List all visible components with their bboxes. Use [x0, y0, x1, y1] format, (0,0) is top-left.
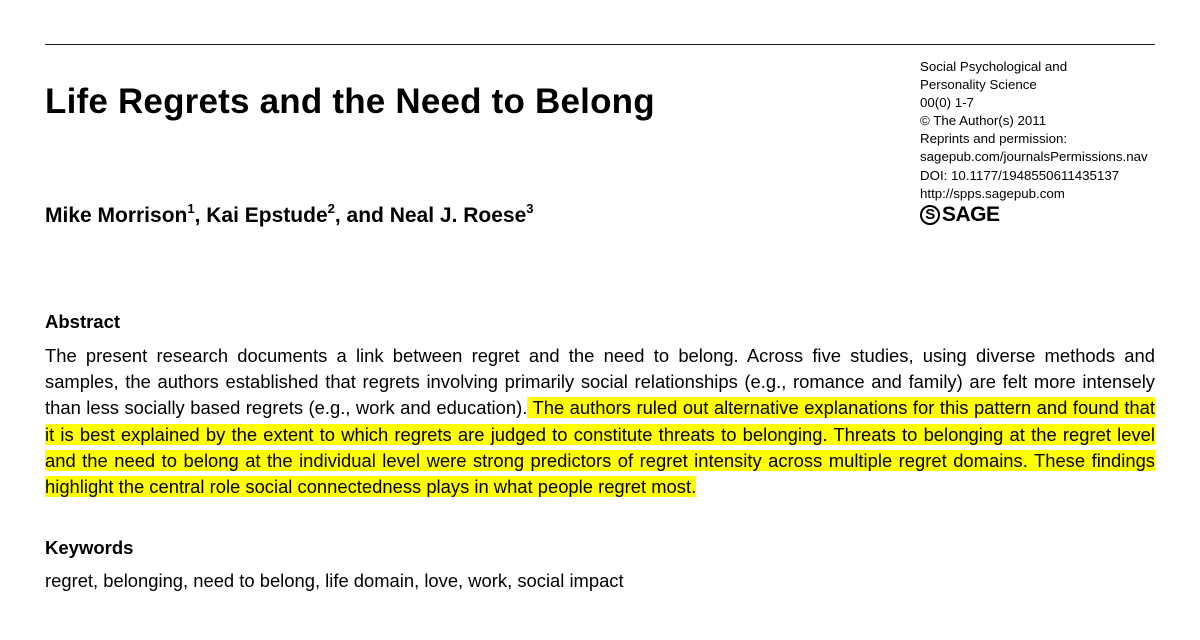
journal-metadata	[920, 58, 1180, 225]
journal-name-line1: Social Psychological and	[920, 59, 1068, 74]
affiliation-marker: 2	[327, 201, 335, 216]
abstract-highlighted-text: The authors ruled out alternative explanations for this pattern and found that it is best explained by the extent to which regrets are judged to constitute threats to belonging. Threats to belonging at the regret level and the need to belong at the individual level were strong predictors of regret intensity across multiple regret domains. These findings highlight the central role social connectedness plays in what people regret most.	[45, 397, 1155, 498]
abstract-text: The present research documents a link between regret and the need to belong. Across five studies, using diverse methods and samples, the authors established that regrets involving primarily social relationships (e.g., romance and family) are felt more intensely than less socially based regrets (e.g., work and education).	[45, 345, 1155, 419]
author-name[interactable]: Neal J. Roese	[389, 204, 527, 227]
sage-s-icon: S	[920, 205, 940, 225]
keywords-list: regret, belonging, need to belong, life domain, love, work, social impact	[45, 570, 624, 591]
permissions-link[interactable]: sagepub.com/journalsPermissions.nav	[920, 149, 1148, 165]
abstract-heading: Abstract	[45, 311, 121, 332]
publisher-logo	[920, 202, 1180, 226]
affiliation-marker: 3	[526, 201, 534, 216]
copyright-notice: © The Author(s) 2011	[920, 113, 1047, 129]
author-separator: ,	[194, 204, 207, 227]
affiliation-marker: 1	[187, 201, 195, 216]
abstract-body	[45, 343, 1155, 500]
reprints-label: Reprints and permission:	[920, 131, 1068, 147]
keywords-heading: Keywords	[45, 537, 134, 558]
article-title: Life Regrets and the Need to Belong	[45, 82, 655, 121]
author-name[interactable]: Mike Morrison	[45, 204, 188, 227]
header-rule	[45, 44, 1155, 45]
author-list	[45, 201, 534, 228]
doi-link[interactable]: DOI: 10.1177/1948550611435137	[920, 167, 1120, 183]
publisher-logo-text: SAGE	[942, 202, 1000, 226]
journal-name-line2: Personality Science	[920, 77, 1037, 93]
volume-pages: 00(0) 1-7	[920, 95, 974, 111]
journal-site-link[interactable]: http://spps.sagepub.com	[920, 185, 1065, 201]
author-separator: , and	[334, 204, 390, 227]
author-name[interactable]: Kai Epstude	[206, 204, 328, 227]
